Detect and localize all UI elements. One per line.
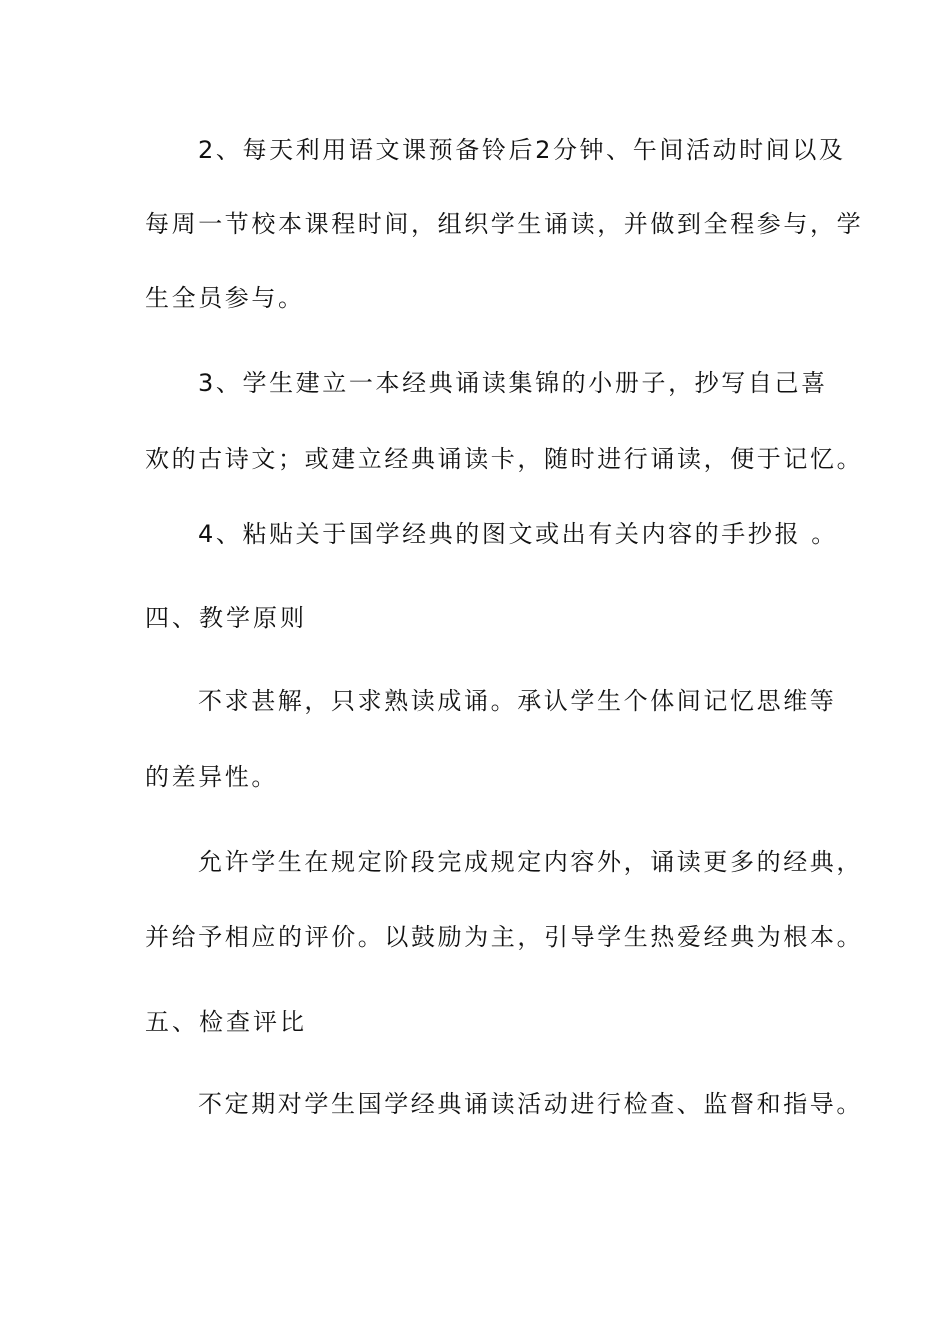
principle-paragraph-1-line-1: 不求甚解，只求熟读成诵。承认学生个体间记忆思维等: [198, 687, 837, 715]
principle-paragraph-2-line-1: 允许学生在规定阶段完成规定内容外，诵读更多的经典，: [198, 848, 863, 876]
principle-paragraph-1-line-2: 的差异性。: [145, 763, 278, 791]
section-heading-teaching-principles: 四、教学原则: [145, 604, 307, 632]
paragraph-3-line-2: 欢的古诗文；或建立经典诵读卡，随时进行诵读，便于记忆。: [145, 445, 864, 473]
inspection-paragraph-line-1: 不定期对学生国学经典诵读活动进行检查、监督和指导。: [198, 1090, 863, 1118]
paragraph-3-line-1: 3、学生建立一本经典诵读集锦的小册子，抄写自己喜: [198, 369, 828, 397]
section-heading-inspection-evaluation: 五、检查评比: [145, 1008, 307, 1036]
paragraph-4-line-1: 4、粘贴关于国学经典的图文或出有关内容的手抄报 。: [198, 520, 838, 548]
paragraph-2-line-1: 2、每天利用语文课预备铃后2分钟、午间活动时间以及: [198, 136, 846, 164]
paragraph-2-line-2: 每周一节校本课程时间，组织学生诵读，并做到全程参与，学: [145, 210, 864, 238]
principle-paragraph-2-line-2: 并给予相应的评价。以鼓励为主，引导学生热爱经典为根本。: [145, 923, 864, 951]
paragraph-2-line-3: 生全员参与。: [145, 284, 305, 312]
